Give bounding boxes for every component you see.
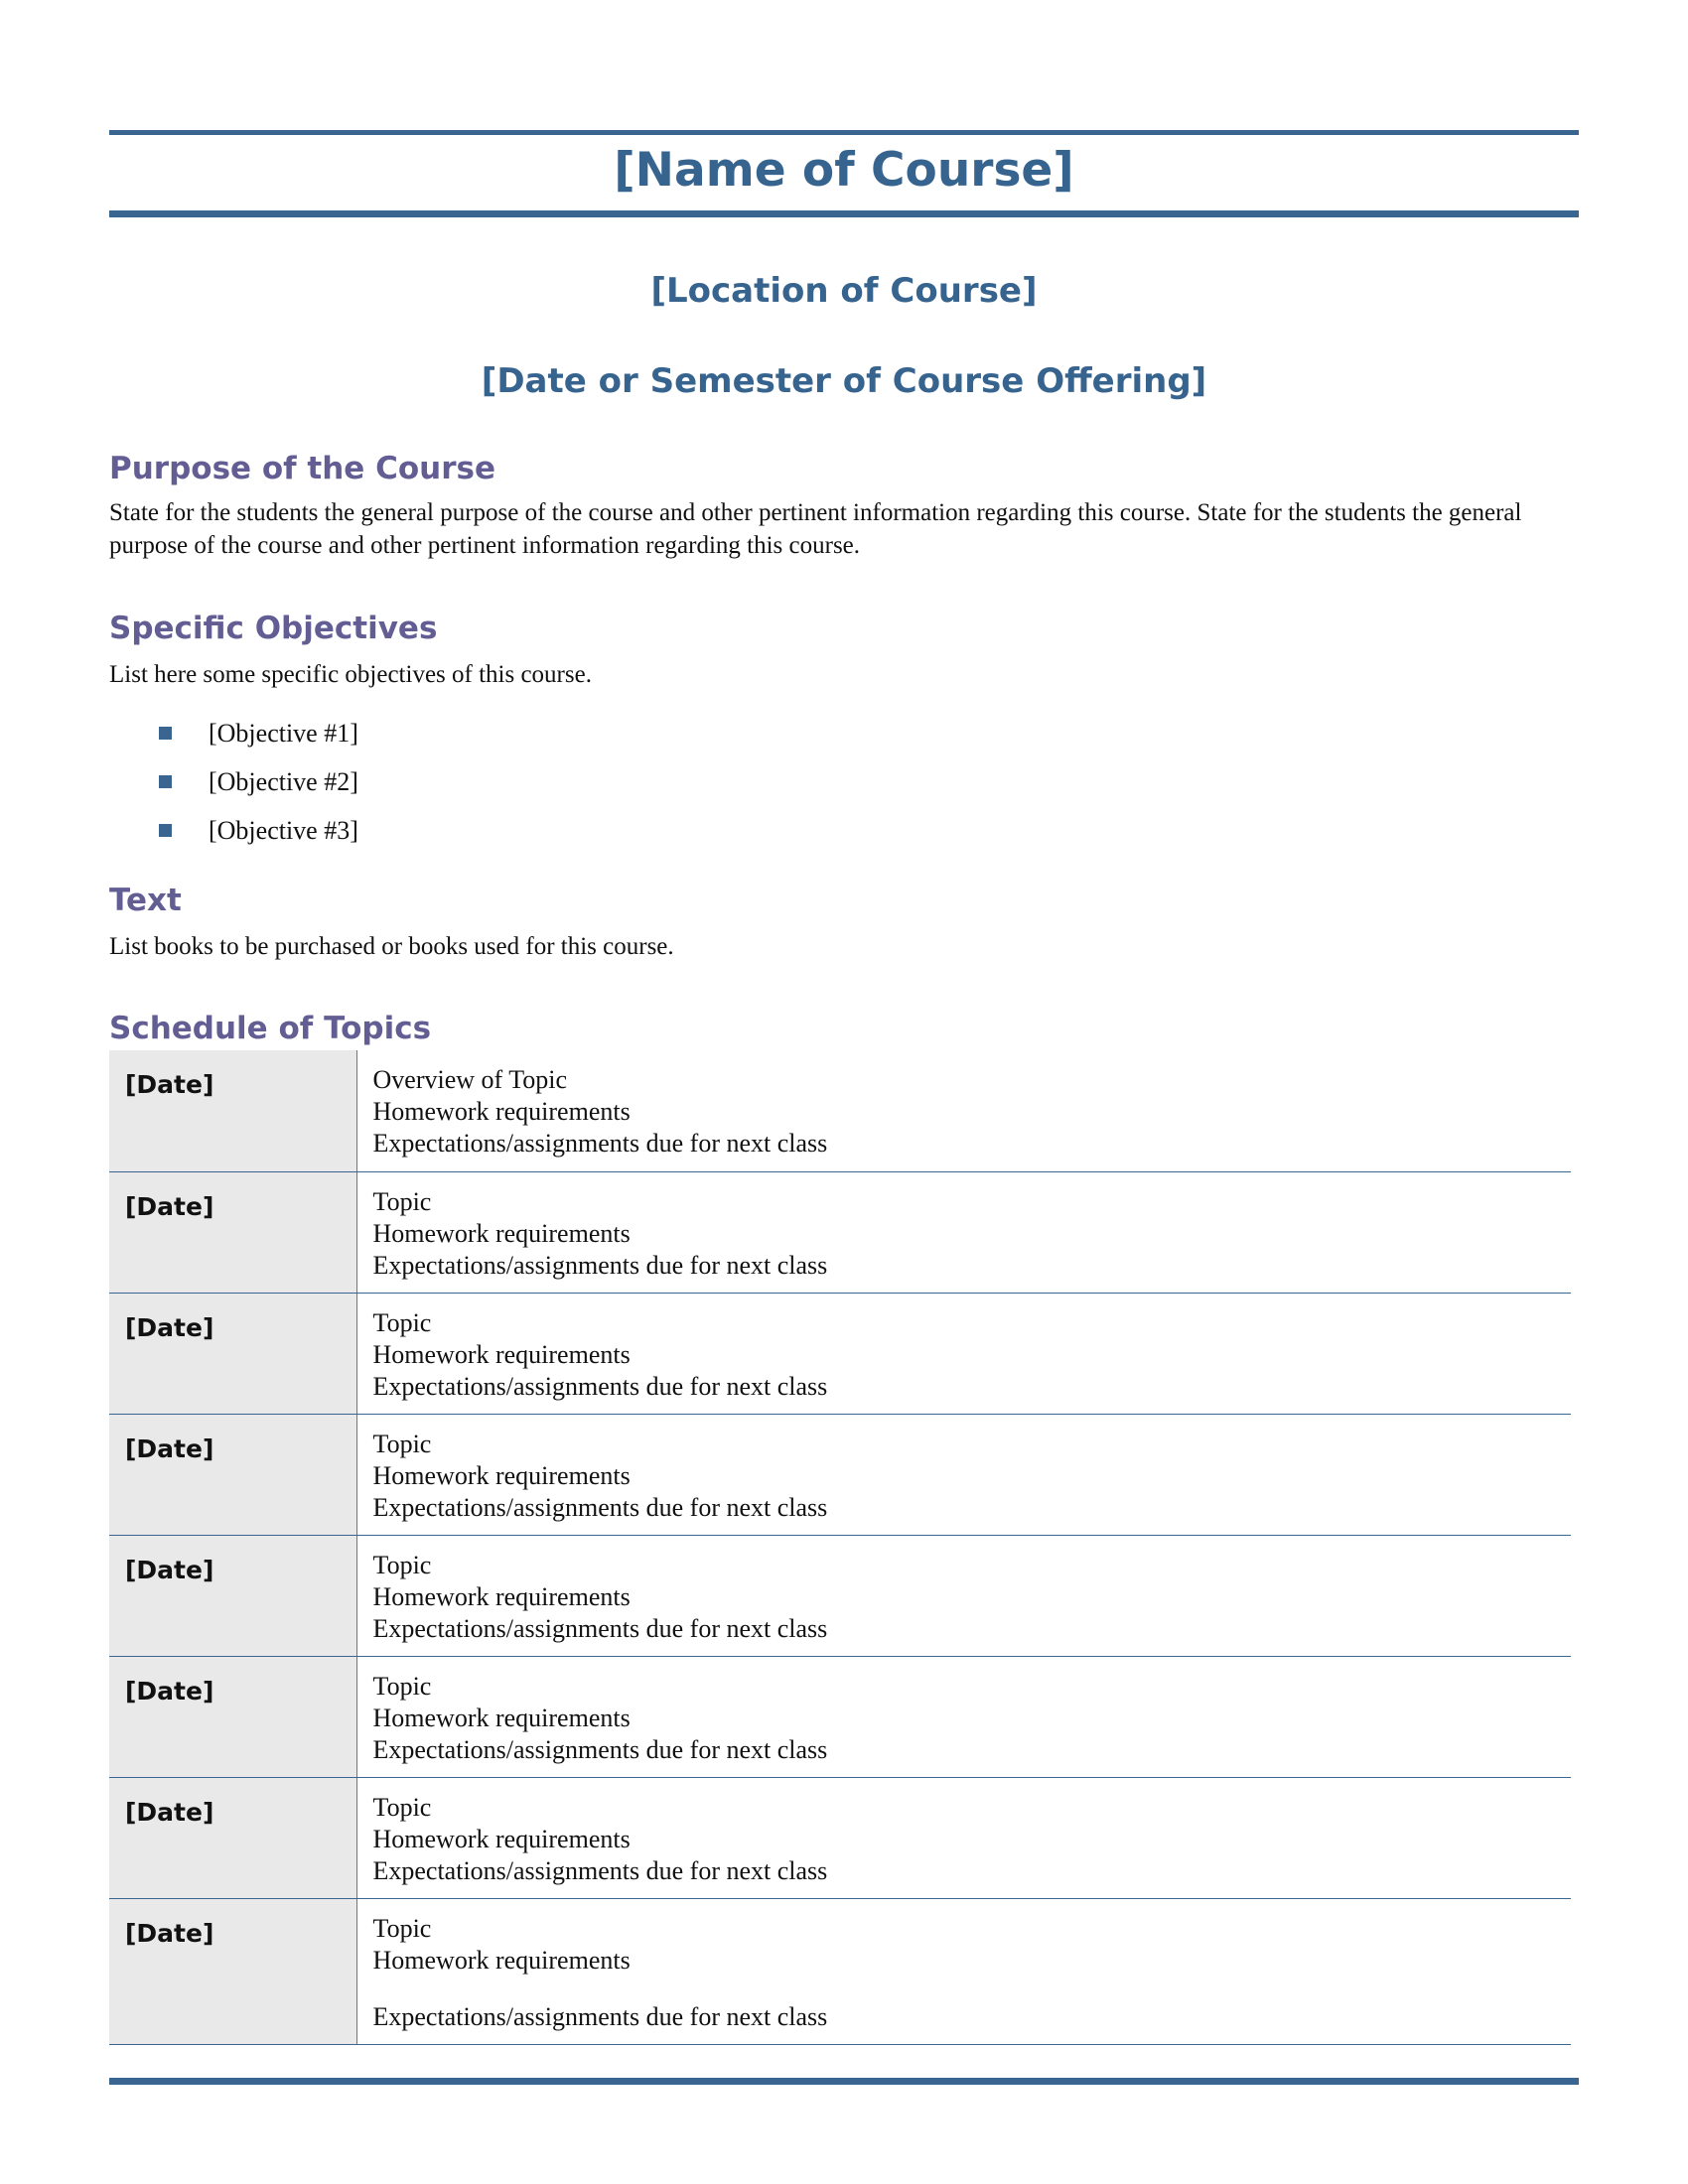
expectations-line: Expectations/assignments due for next class: [372, 1129, 828, 1158]
topic-line: Topic: [372, 1429, 432, 1458]
table-row: [109, 1777, 1571, 1898]
topic-cell: [356, 1171, 1571, 1293]
topic-cell: [356, 1535, 1571, 1656]
course-date: [Date or Semester of Course Offering]: [481, 361, 1207, 401]
date-cell: [Date]: [109, 1656, 356, 1777]
table-row: [109, 1656, 1571, 1777]
square-bullet-icon: [159, 775, 172, 788]
list-item: [159, 757, 358, 806]
topic-line: Topic: [372, 1913, 432, 1943]
purpose-heading: Purpose of the Course: [109, 451, 495, 486]
course-location: [Location of Course]: [650, 271, 1038, 311]
homework-line: Homework requirements: [372, 1218, 631, 1248]
date-cell: [Date]: [109, 1535, 356, 1656]
date-cell: [Date]: [109, 1777, 356, 1898]
expectations-line: Expectations/assignments due for next class: [372, 1855, 828, 1885]
title-top-rule: [109, 130, 1579, 135]
expectations-line: Expectations/assignments due for next class: [372, 2001, 828, 2031]
expectations-line: Expectations/assignments due for next class: [372, 1613, 828, 1643]
objectives-list: [159, 709, 358, 855]
topic-line: Topic: [372, 1307, 432, 1337]
list-item: [159, 709, 358, 757]
topic-line: Topic: [372, 1550, 432, 1579]
expectations-line: Expectations/assignments due for next class: [372, 1734, 828, 1764]
objectives-heading: Specific Objectives: [109, 611, 438, 646]
table-row: [109, 1293, 1571, 1414]
table-row: [109, 1535, 1571, 1656]
square-bullet-icon: [159, 824, 172, 837]
date-cell: [Date]: [109, 1293, 356, 1414]
table-row: [109, 1171, 1571, 1293]
homework-line: Homework requirements: [372, 1945, 631, 1975]
objective-label: [Objective #2]: [209, 766, 358, 796]
date-cell: [Date]: [109, 1171, 356, 1293]
homework-line: Homework requirements: [372, 1460, 631, 1490]
date-cell: [Date]: [109, 1898, 356, 2044]
table-row: [109, 1050, 1571, 1171]
expectations-line: Expectations/assignments due for next class: [372, 1371, 828, 1401]
table-row: [109, 1898, 1571, 2044]
topic-cell: [356, 1414, 1571, 1535]
homework-line: Homework requirements: [372, 1339, 631, 1369]
topic-line: Topic: [372, 1671, 432, 1701]
schedule-heading: Schedule of Topics: [109, 1011, 432, 1046]
homework-line: Homework requirements: [372, 1703, 631, 1732]
course-title: [Name of Course]: [614, 143, 1074, 198]
topic-cell: [356, 1050, 1571, 1171]
expectations-line: Expectations/assignments due for next class: [372, 1250, 828, 1280]
schedule-table: [109, 1050, 1571, 2045]
footer-rule: [109, 2078, 1579, 2085]
date-cell: [Date]: [109, 1414, 356, 1535]
title-bottom-rule: [109, 210, 1579, 217]
expectations-line: Expectations/assignments due for next class: [372, 1492, 828, 1522]
purpose-text: State for the students the general purpose of the course and other pertinent information regarding this course. State for the students the general purpose of the course and other pertinent information regarding this course.: [109, 499, 1522, 559]
topic-cell: [356, 1777, 1571, 1898]
list-item: [159, 806, 358, 855]
topic-cell: [356, 1898, 1571, 2044]
text-body: List books to be purchased or books used for this course.: [109, 933, 674, 960]
objective-label: [Objective #1]: [209, 718, 358, 748]
date-cell: [Date]: [109, 1050, 356, 1171]
homework-line: Homework requirements: [372, 1581, 631, 1611]
square-bullet-icon: [159, 727, 172, 740]
topic-line: Topic: [372, 1792, 432, 1822]
topic-line: Overview of Topic: [372, 1065, 568, 1094]
topic-cell: [356, 1293, 1571, 1414]
homework-line: Homework requirements: [372, 1097, 631, 1126]
objectives-intro: List here some specific objectives of this course.: [109, 661, 592, 688]
text-heading: Text: [109, 883, 182, 918]
table-row: [109, 1414, 1571, 1535]
topic-line: Topic: [372, 1186, 432, 1216]
homework-line: Homework requirements: [372, 1824, 631, 1853]
topic-cell: [356, 1656, 1571, 1777]
objective-label: [Objective #3]: [209, 815, 358, 845]
